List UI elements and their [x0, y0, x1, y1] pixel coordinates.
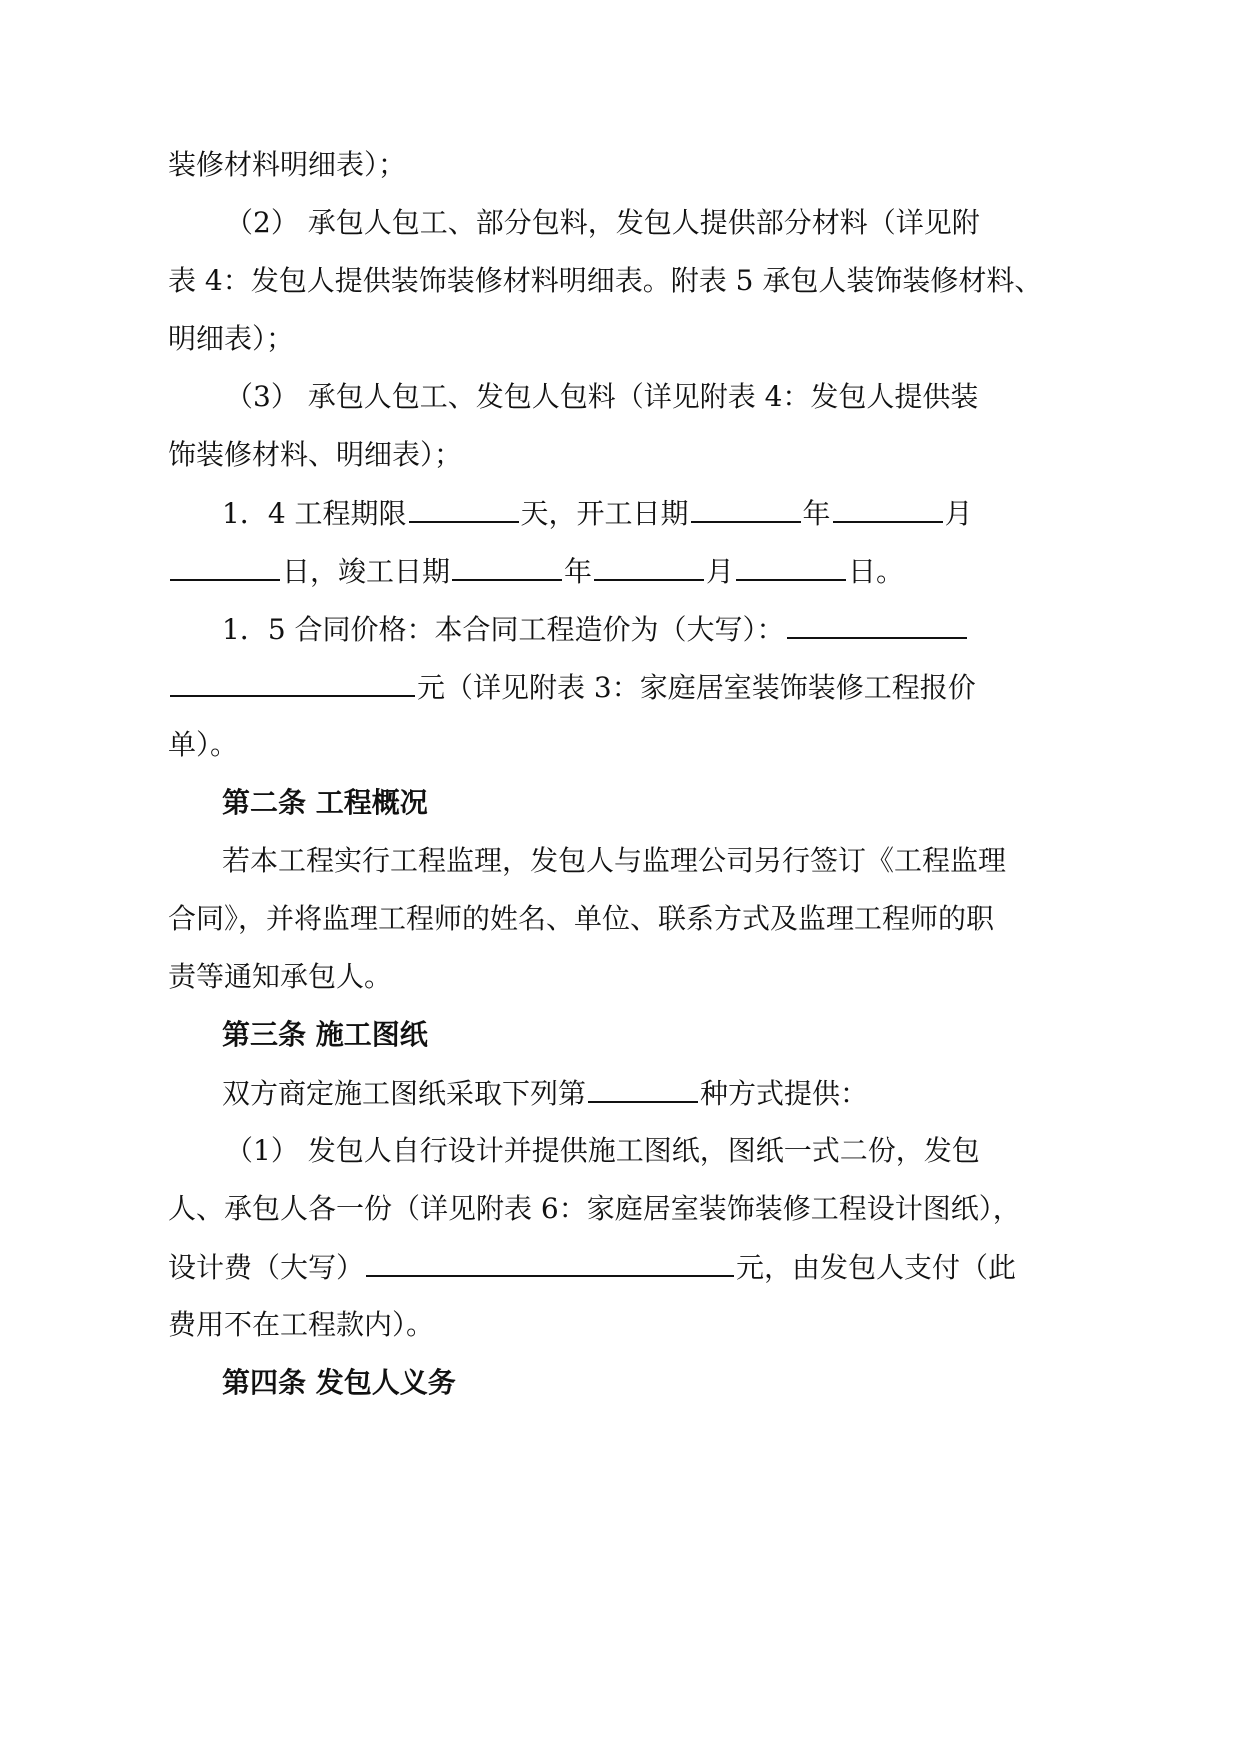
text-line	[222, 1073, 868, 1113]
text-line	[168, 667, 976, 707]
text-segment: 日，竣工日期	[282, 555, 451, 588]
blank-field[interactable]	[452, 551, 562, 581]
article-heading: 第二条 工程概况	[222, 786, 428, 819]
text-segment: 月	[706, 555, 735, 588]
text-segment: 月	[944, 497, 973, 530]
blank-field[interactable]	[691, 493, 801, 523]
text-segment: 元（详见附表 3：家庭居室装饰装修工程报价	[417, 671, 976, 704]
text-line: 装修材料明细表）；	[168, 148, 407, 181]
text-line: 饰装修材料、明细表）；	[168, 438, 463, 471]
blank-field[interactable]	[588, 1073, 698, 1103]
text-segment: 种方式提供：	[700, 1077, 869, 1110]
blank-field[interactable]	[409, 493, 519, 523]
text-line: 合同》，并将监理工程师的姓名、单位、联系方式及监理工程师的职	[168, 902, 995, 935]
text-segment: 1．4 工程期限	[222, 497, 407, 530]
text-segment: 1．5 合同价格：本合同工程造价为（大写）：	[222, 613, 785, 646]
text-segment: 天，开工日期	[520, 497, 689, 530]
blank-field[interactable]	[170, 551, 280, 581]
text-line: 费用不在工程款内）。	[168, 1308, 435, 1341]
clause-3-option: （3） 承包人包工、发包人包料（详见附表 4：发包人提供装	[225, 380, 979, 413]
article-heading: 第四条 发包人义务	[222, 1366, 456, 1399]
clause-1-5-line	[222, 609, 969, 649]
text-line: 人、承包人各一份（详见附表 6：家庭居室装饰装修工程设计图纸），	[168, 1192, 1021, 1225]
blank-field[interactable]	[736, 551, 846, 581]
text-line: 单）。	[168, 728, 239, 761]
text-segment: 元，由发包人支付（此	[736, 1251, 1017, 1284]
text-line: 明细表）；	[168, 322, 295, 355]
text-segment: 双方商定施工图纸采取下列第	[222, 1077, 587, 1110]
text-segment: 年	[802, 497, 831, 530]
blank-field[interactable]	[594, 551, 704, 581]
text-segment: 日。	[848, 555, 905, 588]
text-line: 表 4：发包人提供装饰装修材料明细表。附表 5 承包人装饰装修材料、	[168, 264, 1043, 297]
blank-field[interactable]	[833, 493, 943, 523]
text-line	[168, 1247, 1016, 1287]
clause-1-option: （1） 发包人自行设计并提供施工图纸，图纸一式二份，发包	[225, 1134, 980, 1167]
text-line: 若本工程实行工程监理，发包人与监理公司另行签订《工程监理	[222, 844, 1007, 877]
text-segment: 年	[564, 555, 593, 588]
clause-1-4-line	[222, 493, 973, 533]
text-line: 责等通知承包人。	[168, 960, 393, 993]
blank-field[interactable]	[170, 667, 415, 697]
text-segment: 设计费（大写）	[168, 1251, 365, 1284]
blank-field[interactable]	[366, 1247, 734, 1277]
article-heading: 第三条 施工图纸	[222, 1018, 428, 1051]
text-line	[168, 551, 904, 591]
blank-field[interactable]	[787, 609, 967, 639]
clause-2-option: （2） 承包人包工、部分包料，发包人提供部分材料（详见附	[225, 206, 980, 239]
